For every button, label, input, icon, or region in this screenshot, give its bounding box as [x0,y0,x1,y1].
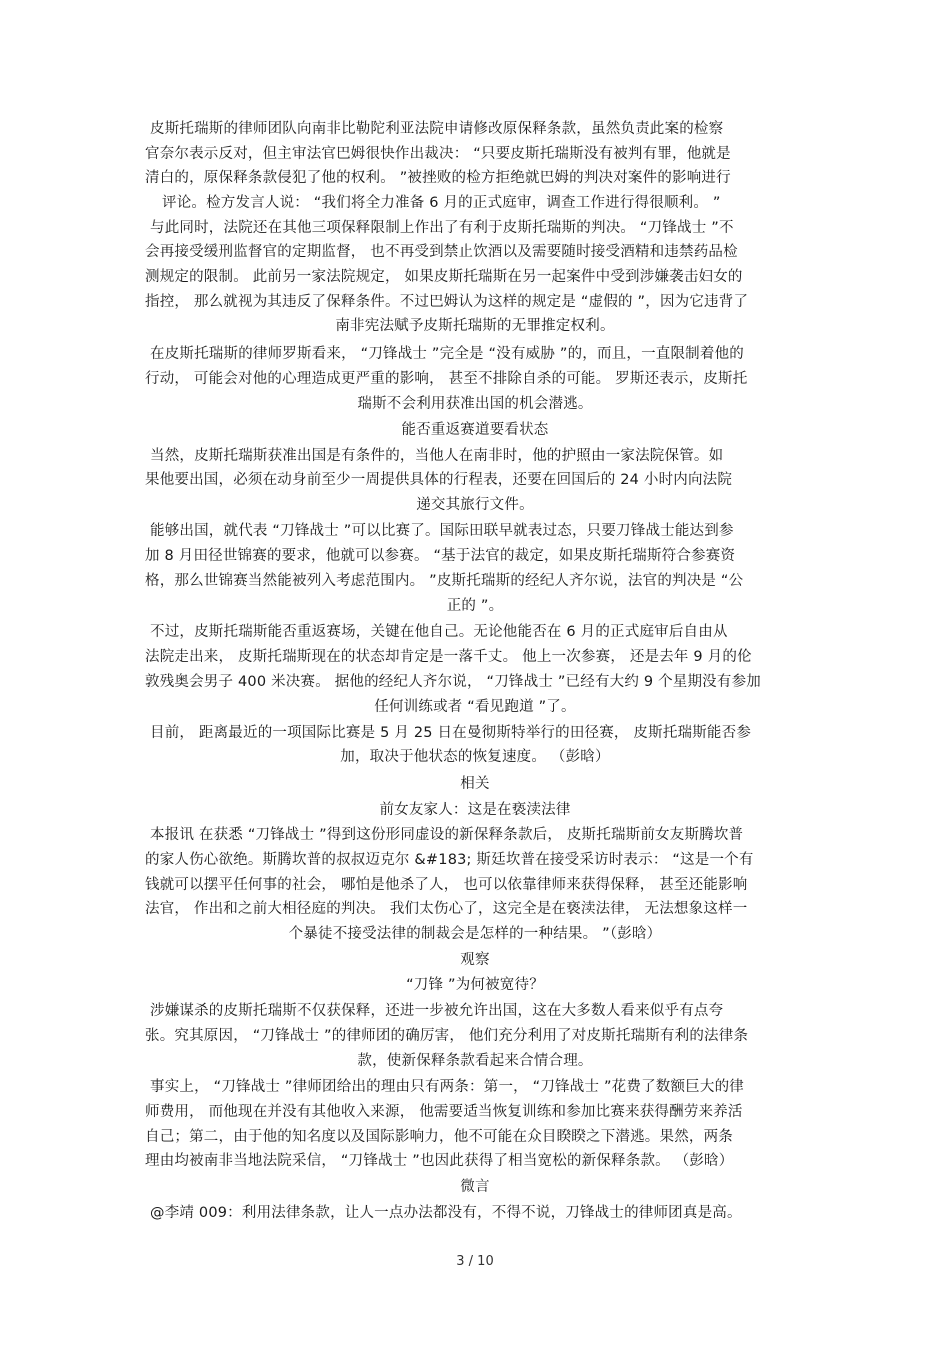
text-line-36: 涉嫌谋杀的皮斯托瑞斯不仅获保释，还进一步被允许出国，这在大多数人看来似乎有点夸 [150,1003,724,1019]
text-line-37: 张。究其原因， “刀锋战士 ”的律师团的确厉害， 他们充分利用了对皮斯托瑞斯有利的法律条 [145,1028,749,1044]
text-line-10: 在皮斯托瑞斯的律师罗斯看来， “刀锋战士 ”完全是 “没有威胁 ”的，而且，一直限制着他的 [150,346,744,362]
text-line-20: 正的 ”。 [446,598,504,614]
text-line-33: 个暴徒不接受法律的制裁会是怎样的一种结果。 ”（彭晗） [288,926,662,942]
text-line-26: 加，取决于他状态的恢复速度。 （彭晗） [340,749,610,765]
text-line-3: 清白的，原保释条款侵犯了他的权利。 ”被挫败的检方拒绝就巴姆的判决对案件的影响进行 [145,170,731,186]
text-line-6: 会再接受缓刑监督官的定期监督， 也不再受到禁止饮酒以及需要随时接受酒精和违禁药品检 [145,244,738,260]
text-line-5: 与此同时，法院还在其他三项保释限制上作出了有利于皮斯托瑞斯的判决。 “刀锋战士 ”不 [150,220,734,236]
page-number: 3 / 10 [456,1254,494,1269]
text-line-22: 法院走出来， 皮斯托瑞斯现在的状态却肯定是一落千丈。 他上一次参赛， 还是去年 9 月的伦 [145,649,752,665]
text-line-30: 的家人伤心欲绝。斯腾坎普的叔叔迈克尔 &#183; 斯廷坎普在接受采访时表示： “这是一个有 [145,852,754,868]
text-line-28: 前女友家人：这是在亵渎法律 [379,802,571,818]
text-line-27: 相关 [460,776,490,792]
text-line-21: 不过，皮斯托瑞斯能否重返赛场，关键在他自己。无论他能否在 6 月的正式庭审后自由从 [150,624,728,640]
text-line-16: 递交其旅行文件。 [416,497,534,513]
text-line-34: 观察 [460,952,490,968]
text-line-18: 加 8 月田径世锦赛的要求，他就可以参赛。 “基于法官的裁定，如果皮斯托瑞斯符合参赛资 [145,548,736,564]
text-line-32: 法官， 作出和之前大相径庭的判决。 我们太伤心了，这完全是在亵渎法律， 无法想象这样一 [145,901,748,917]
text-line-11: 行动， 可能会对他的心理造成更严重的影响， 甚至不排除自杀的可能。 罗斯还表示，皮斯托 [145,371,748,387]
text-line-9: 南非宪法赋予皮斯托瑞斯的无罪推定权利。 [335,318,615,334]
text-line-38: 款，使新保释条款看起来合情合理。 [357,1053,593,1069]
text-line-23: 敦残奥会男子 400 米决赛。 据他的经纪人齐尔说， “刀锋战士 ”已经有大约 9 个星期没有参加 [145,674,761,690]
text-line-41: 自己；第二，由于他的知名度以及国际影响力，他不可能在众目睽睽之下潜逃。果然，两条 [145,1129,733,1145]
text-line-7: 测规定的限制。 此前另一家法院规定， 如果皮斯托瑞斯在另一起案件中受到涉嫌袭击妇女的 [145,269,743,285]
text-line-25: 目前， 距离最近的一项国际比赛是 5 月 25 日在曼彻斯特举行的田径赛， 皮斯托瑞斯能否参 [150,725,752,741]
text-line-2: 官奈尔表示反对，但主审法官巴姆很快作出裁决： “只要皮斯托瑞斯没有被判有罪，他就是 [145,146,731,162]
text-line-43: 微言 [460,1179,490,1195]
text-line-31: 钱就可以摆平任何事的社会， 哪怕是他杀了人， 也可以依靠律师来获得保释， 甚至还能影响 [145,877,748,893]
text-line-35: “刀锋 ”为何被宽待？ [406,977,544,993]
text-line-4: 评论。检方发言人说： “我们将全力准备 6 月的正式庭审，调查工作进行得很顺利。 ” [162,195,721,211]
text-line-12: 瑞斯不会利用获准出国的机会潜逃。 [357,396,593,412]
text-line-17: 能够出国，就代表 “刀锋战士 ”可以比赛了。国际田联早就表过态，只要刀锋战士能达到参 [150,523,734,539]
text-line-1: 皮斯托瑞斯的律师团队向南非比勒陀利亚法院申请修改原保释条款，虽然负责此案的检察 [150,121,724,137]
text-line-19: 格，那么世锦赛当然能被列入考虑范围内。 ”皮斯托瑞斯的经纪人齐尔说，法官的判决是 “公 [145,573,744,589]
text-line-40: 师费用， 而他现在并没有其他收入来源， 他需要适当恢复训练和参加比赛来获得酬劳来养活 [145,1104,743,1120]
text-line-42: 理由均被南非当地法院采信， “刀锋战士 ”也因此获得了相当宽松的新保释条款。 （彭晗） [145,1153,734,1169]
text-line-29: 本报讯 在获悉 “刀锋战士 ”得到这份形同虚设的新保释条款后， 皮斯托瑞斯前女友斯腾坎普 [150,827,744,843]
text-line-13: 能否重返赛道要看状态 [401,422,549,438]
text-line-14: 当然，皮斯托瑞斯获准出国是有条件的，当他人在南非时，他的护照由一家法院保管。如 [150,448,724,464]
text-line-44: @李靖 009：利用法律条款，让人一点办法都没有，不得不说，刀锋战士的律师团真是高。 [150,1205,742,1221]
text-line-24: 任何训练或者 “看见跑道 ”了。 [374,699,576,715]
text-line-39: 事实上， “刀锋战士 ”律师团给出的理由只有两条：第一， “刀锋战士 ”花费了数额巨大的律 [150,1079,744,1095]
text-line-15: 果他要出国，必须在动身前至少一周提供具体的行程表，还要在回国后的 24 小时内向法院 [145,472,733,488]
text-line-8: 指控， 那么就视为其违反了保释条件。不过巴姆认为这样的规定是 “虚假的 ”，因为它违背了 [145,294,749,310]
